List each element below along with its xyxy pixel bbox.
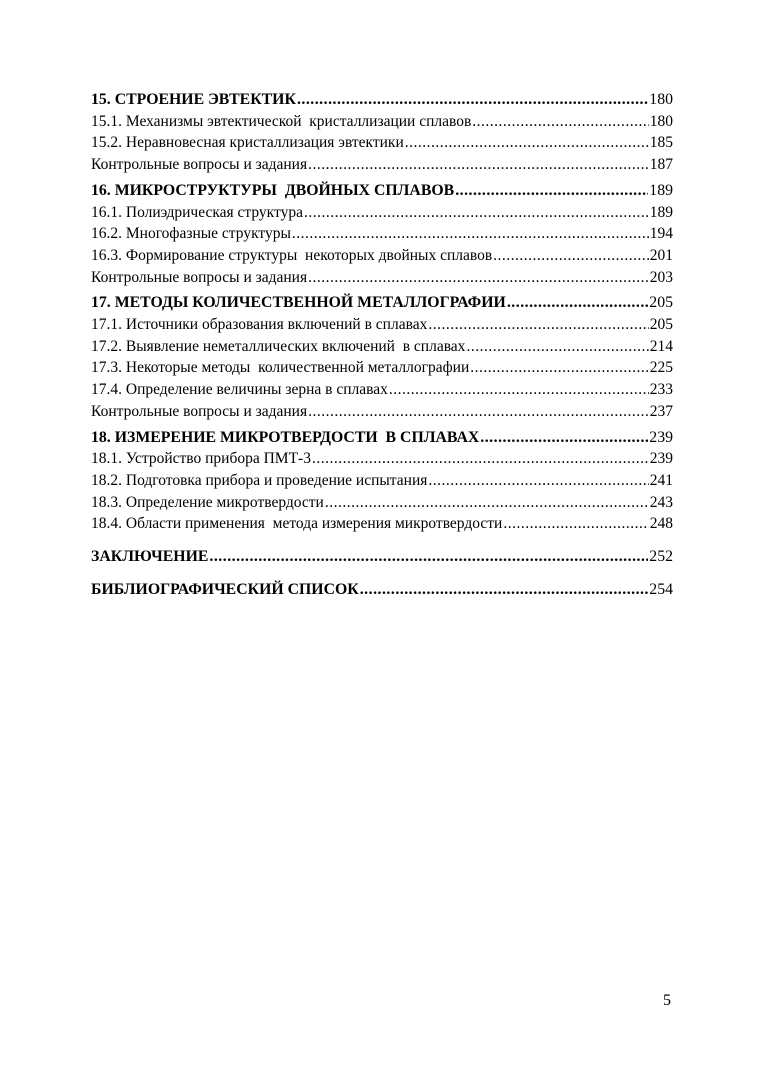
toc-entry xyxy=(91,202,673,224)
toc-entry-page: 187 xyxy=(649,156,673,174)
toc-entry-page: 237 xyxy=(649,402,673,420)
toc-dot-leader xyxy=(304,202,649,224)
toc-entry-page: 233 xyxy=(649,381,673,399)
toc-entry-page: 225 xyxy=(649,359,673,377)
toc-dot-leader xyxy=(466,336,648,358)
toc-dot-leader xyxy=(405,132,649,154)
toc-entry-page: 243 xyxy=(649,493,673,511)
toc-chapter-entry xyxy=(91,579,673,601)
toc-entry-title: Контрольные вопросы и задания xyxy=(91,268,308,286)
toc-dot-leader xyxy=(297,89,648,111)
toc-entry-title: 17. МЕТОДЫ КОЛИЧЕСТВЕННОЙ МЕТАЛЛОГРАФИИ xyxy=(91,294,506,312)
toc-entry-title: 15.1. Механизмы эвтектической кристаллизации сплавов xyxy=(91,112,472,130)
toc-entry-title: 15. СТРОЕНИЕ ЭВТЕКТИК xyxy=(91,91,296,108)
toc-entry-page: 185 xyxy=(649,134,673,152)
toc-dot-leader xyxy=(507,292,648,314)
toc-entry-page: 205 xyxy=(649,316,673,334)
toc-entry xyxy=(91,154,673,176)
toc-entry-title: Контрольные вопросы и задания xyxy=(91,402,308,420)
toc-entry xyxy=(91,245,673,267)
toc-entry xyxy=(91,401,673,423)
toc-dot-leader xyxy=(503,513,648,535)
toc-entry xyxy=(91,357,673,379)
toc-entry-title: 16.2. Многофазные структуры xyxy=(91,225,291,243)
toc-chapter-entry xyxy=(91,427,673,449)
toc-entry xyxy=(91,267,673,289)
toc-dot-leader xyxy=(428,470,648,492)
toc-entry-title: БИБЛИОГРАФИЧЕСКИЙ СПИСОК xyxy=(91,580,359,598)
toc-entry-title: 18.3. Определение микротвердости xyxy=(91,493,324,511)
toc-entry-title: 15.2. Неравновесная кристаллизация эвтектики xyxy=(91,134,404,152)
toc-entry-page: 252 xyxy=(649,548,673,566)
toc-dot-leader xyxy=(428,314,648,336)
toc-dot-leader xyxy=(312,448,649,470)
toc-dot-leader xyxy=(292,223,649,245)
toc-entry-title: 17.3. Некоторые методы количественной металлографии xyxy=(91,359,470,377)
toc-entry-page: 241 xyxy=(649,471,673,489)
toc-entry-page: 214 xyxy=(649,337,673,355)
toc-entry xyxy=(91,132,673,154)
toc-entry xyxy=(91,492,673,514)
toc-entry-page: 194 xyxy=(649,225,673,243)
toc-dot-leader xyxy=(472,111,648,133)
toc-dot-leader xyxy=(389,379,649,401)
toc-entry-title: 17.1. Источники образования включений в сплавах xyxy=(91,316,428,334)
toc-entry xyxy=(91,470,673,492)
toc-entry-title: 18.1. Устройство прибора ПМТ-3 xyxy=(91,450,311,468)
toc-entry-page: 180 xyxy=(649,112,673,130)
toc-entry-page: 239 xyxy=(649,450,673,468)
toc-entry-title: ЗАКЛЮЧЕНИЕ xyxy=(91,548,209,566)
page-number: 5 xyxy=(663,992,671,1009)
toc-entry xyxy=(91,314,673,336)
toc-entry-title: 16. МИКРОСТРУКТУРЫ ДВОЙНЫХ СПЛАВОВ xyxy=(91,181,455,199)
toc-chapter-entry xyxy=(91,546,673,568)
toc-dot-leader xyxy=(325,492,649,514)
toc-entry-page: 254 xyxy=(649,580,673,598)
toc-entry xyxy=(91,336,673,358)
toc-chapter-entry xyxy=(91,89,673,111)
toc-entry-title: 17.2. Выявление неметаллических включений в сплавах xyxy=(91,337,466,355)
toc-entry xyxy=(91,379,673,401)
toc-entry xyxy=(91,513,673,535)
toc-entry-title: 17.4. Определение величины зерна в сплавах xyxy=(91,381,388,399)
toc-dot-leader xyxy=(455,180,648,202)
toc-chapter-entry xyxy=(91,180,673,202)
toc-dot-leader xyxy=(480,427,648,449)
toc-entry-title: 16.1. Полиэдрическая структура xyxy=(91,203,303,221)
toc-dot-leader xyxy=(360,579,649,601)
toc-entry-title: 18.4. Области применения метода измерения микротвердости xyxy=(91,515,503,533)
toc-entry-page: 239 xyxy=(649,428,673,446)
table-of-contents xyxy=(91,89,673,600)
toc-entry-page: 189 xyxy=(649,203,673,221)
toc-dot-leader xyxy=(308,267,649,289)
toc-dot-leader xyxy=(209,546,648,568)
toc-entry-page: 201 xyxy=(649,246,673,264)
toc-entry-title: 18. ИЗМЕРЕНИЕ МИКРОТВЕРДОСТИ В СПЛАВАХ xyxy=(91,428,480,446)
toc-dot-leader xyxy=(493,245,649,267)
toc-dot-leader xyxy=(470,357,649,379)
toc-entry-title: Контрольные вопросы и задания xyxy=(91,156,308,174)
toc-entry-title: 18.2. Подготовка прибора и проведение испытания xyxy=(91,471,428,489)
toc-entry-title: 16.3. Формирование структуры некоторых двойных сплавов xyxy=(91,246,493,264)
toc-entry-page: 248 xyxy=(649,515,673,533)
toc-dot-leader xyxy=(308,401,649,423)
toc-dot-leader xyxy=(308,154,649,176)
toc-entry-page: 203 xyxy=(649,268,673,286)
toc-entry xyxy=(91,448,673,470)
toc-entry-page: 205 xyxy=(649,294,673,312)
toc-entry xyxy=(91,111,673,133)
toc-entry-page: 189 xyxy=(649,181,673,199)
toc-chapter-entry xyxy=(91,292,673,314)
toc-entry-page: 180 xyxy=(649,91,673,108)
toc-entry xyxy=(91,223,673,245)
